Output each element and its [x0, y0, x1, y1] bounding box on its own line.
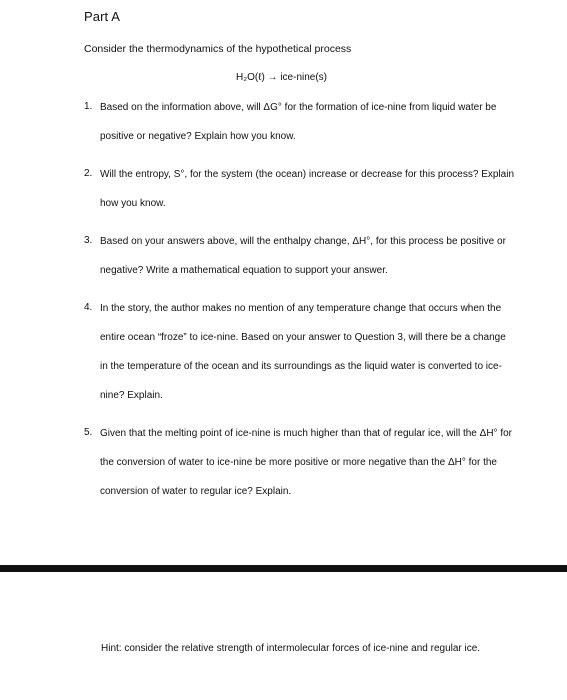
question-number: 2. [84, 168, 93, 179]
question-item [84, 427, 514, 514]
question-text: Will the entropy, S°, for the system (the ocean) increase or decrease for this process? Explain how you know. [100, 169, 514, 209]
question-number: 4. [84, 302, 93, 313]
question-item [84, 168, 514, 226]
question-number: 3. [84, 235, 93, 246]
question-text: Based on the information above, will ΔG° for the formation of ice-nine from liquid water be positive or negative? Explain how you know. [100, 102, 497, 142]
question-text: Based on your answers above, will the enthalpy change, ΔH°, for this process be positive or negative? Write a mathematical equation to support your answer. [100, 236, 506, 276]
question-number: 1. [84, 101, 93, 112]
hint-text: Hint: consider the relative strength of intermolecular forces of ice-nine and regular ice. [101, 643, 481, 654]
question-item [84, 101, 514, 159]
question-list [84, 101, 514, 523]
question-text: In the story, the author makes no mention of any temperature change that occurs when the entire ocean “froze” to ice-nine. Based on your answer to Question 3, will there be a change in the temperature of the ocean and its surroundings as the liquid water is converted to ice-nine? Explain. [100, 303, 506, 401]
question-number: 5. [84, 427, 93, 438]
question-item [84, 235, 514, 293]
question-item [84, 302, 514, 418]
part-title: Part A [84, 9, 121, 24]
reaction-equation: H₂O(ℓ) → ice-nine(s) [236, 72, 328, 83]
section-divider [0, 565, 567, 572]
intro-text: Consider the thermodynamics of the hypothetical process [84, 43, 352, 55]
question-text: Given that the melting point of ice-nine is much higher than that of regular ice, will the ΔH° for the conversion of water to ice-nine be more positive or more negative than the ΔH° for the conversion of water to regular ice? Explain. [100, 428, 512, 497]
